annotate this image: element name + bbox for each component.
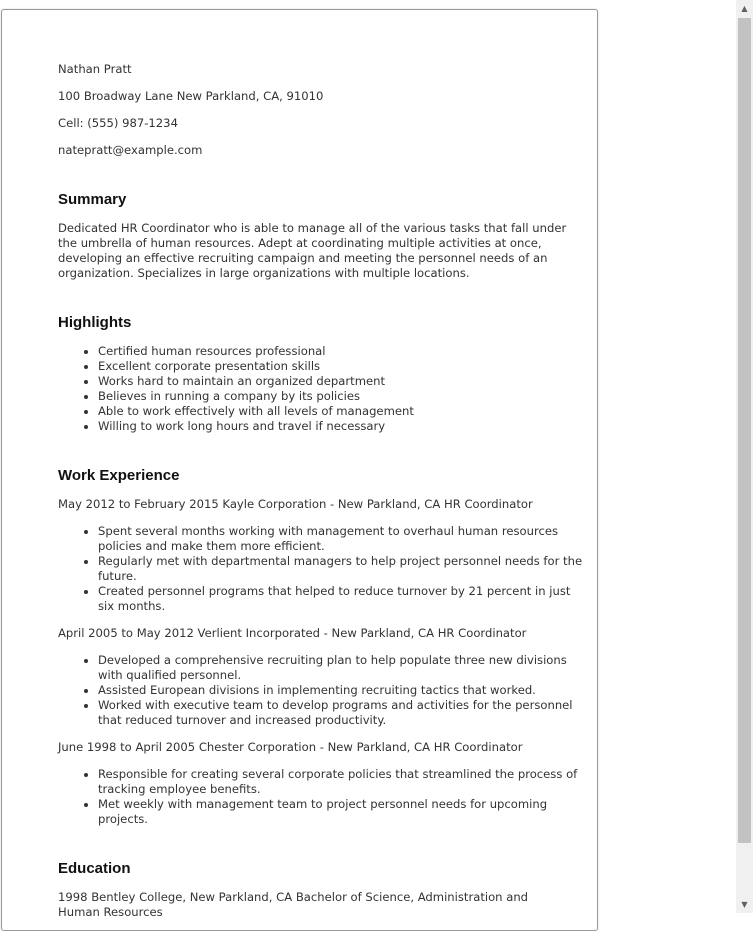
- vertical-scrollbar[interactable]: [736, 0, 753, 913]
- highlights-section: [58, 314, 593, 434]
- job-bullet: • Spent several months working with management to overhaul human resources policies and make them more efficient.: [98, 524, 590, 554]
- summary-heading: Summary: [58, 191, 127, 208]
- highlight-item: • Willing to work long hours and travel if necessary: [98, 419, 593, 434]
- highlight-item: • Certified human resources professional: [98, 344, 593, 359]
- job-header: May 2012 to February 2015 Kayle Corporation - New Parkland, CA HR Coordinator: [58, 497, 533, 511]
- highlight-item: • Able to work effectively with all levels of management: [98, 404, 593, 419]
- education-heading: Education: [58, 860, 131, 877]
- job-bullet: • Met weekly with management team to project personnel needs for upcoming projects.: [98, 797, 590, 827]
- job-entry: [58, 626, 593, 728]
- highlight-item: • Excellent corporate presentation skills: [98, 359, 593, 374]
- job-bullet: • Created personnel programs that helped to reduce turnover by 21 percent in just six months.: [98, 584, 590, 614]
- education-section: [58, 860, 593, 920]
- experience-section: [58, 467, 593, 827]
- job-entry: [58, 740, 593, 827]
- contact-address: 100 Broadway Lane New Parkland, CA, 91010: [58, 89, 324, 103]
- job-header: June 1998 to April 2005 Chester Corporation - New Parkland, CA HR Coordinator: [58, 740, 523, 754]
- education-entry: 1998 Bentley College, New Parkland, CA Bachelor of Science, Administration and Human Resources: [58, 890, 529, 919]
- scroll-thumb[interactable]: [738, 18, 751, 843]
- job-bullet: • Responsible for creating several corporate policies that streamlined the process of tracking employee benefits.: [98, 767, 590, 797]
- experience-heading: Work Experience: [58, 467, 180, 484]
- resume-content: [58, 62, 593, 920]
- job-bullets: [58, 653, 593, 728]
- contact-name: Nathan Pratt: [58, 62, 132, 76]
- highlight-item: • Believes in running a company by its policies: [98, 389, 593, 404]
- highlight-item: • Works hard to maintain an organized department: [98, 374, 593, 389]
- contact-email: natepratt@example.com: [58, 143, 203, 157]
- job-bullets: [58, 524, 593, 614]
- job-bullet: • Assisted European divisions in implementing recruiting tactics that worked.: [98, 683, 590, 698]
- contact-phone: Cell: (555) 987-1234: [58, 116, 178, 130]
- highlights-heading: Highlights: [58, 314, 132, 331]
- scroll-up-arrow-icon[interactable]: ▲: [741, 4, 748, 13]
- summary-text: Dedicated HR Coordinator who is able to manage all of the various tasks that fall under the umbrella of human resources. Adept at coordinating multiple activities at once, developing an effective recruiting campaign and meeting the personnel needs of an organization. Specializes in large organizations with multiple locations.: [58, 221, 567, 280]
- summary-section: [58, 191, 593, 281]
- highlights-list: [58, 344, 593, 434]
- job-bullets: [58, 767, 593, 827]
- job-header: April 2005 to May 2012 Verlient Incorporated - New Parkland, CA HR Coordinator: [58, 626, 527, 640]
- job-bullet: • Regularly met with departmental managers to help project personnel needs for the future.: [98, 554, 590, 584]
- resume-document: [1, 9, 598, 931]
- job-bullet: • Developed a comprehensive recruiting plan to help populate three new divisions with qualified personnel.: [98, 653, 590, 683]
- job-bullet: • Worked with executive team to develop programs and activities for the personnel that reduced turnover and increased productivity.: [98, 698, 590, 728]
- scroll-down-arrow-icon[interactable]: ▼: [741, 900, 748, 909]
- job-entry: [58, 497, 593, 614]
- contact-block: [58, 62, 593, 158]
